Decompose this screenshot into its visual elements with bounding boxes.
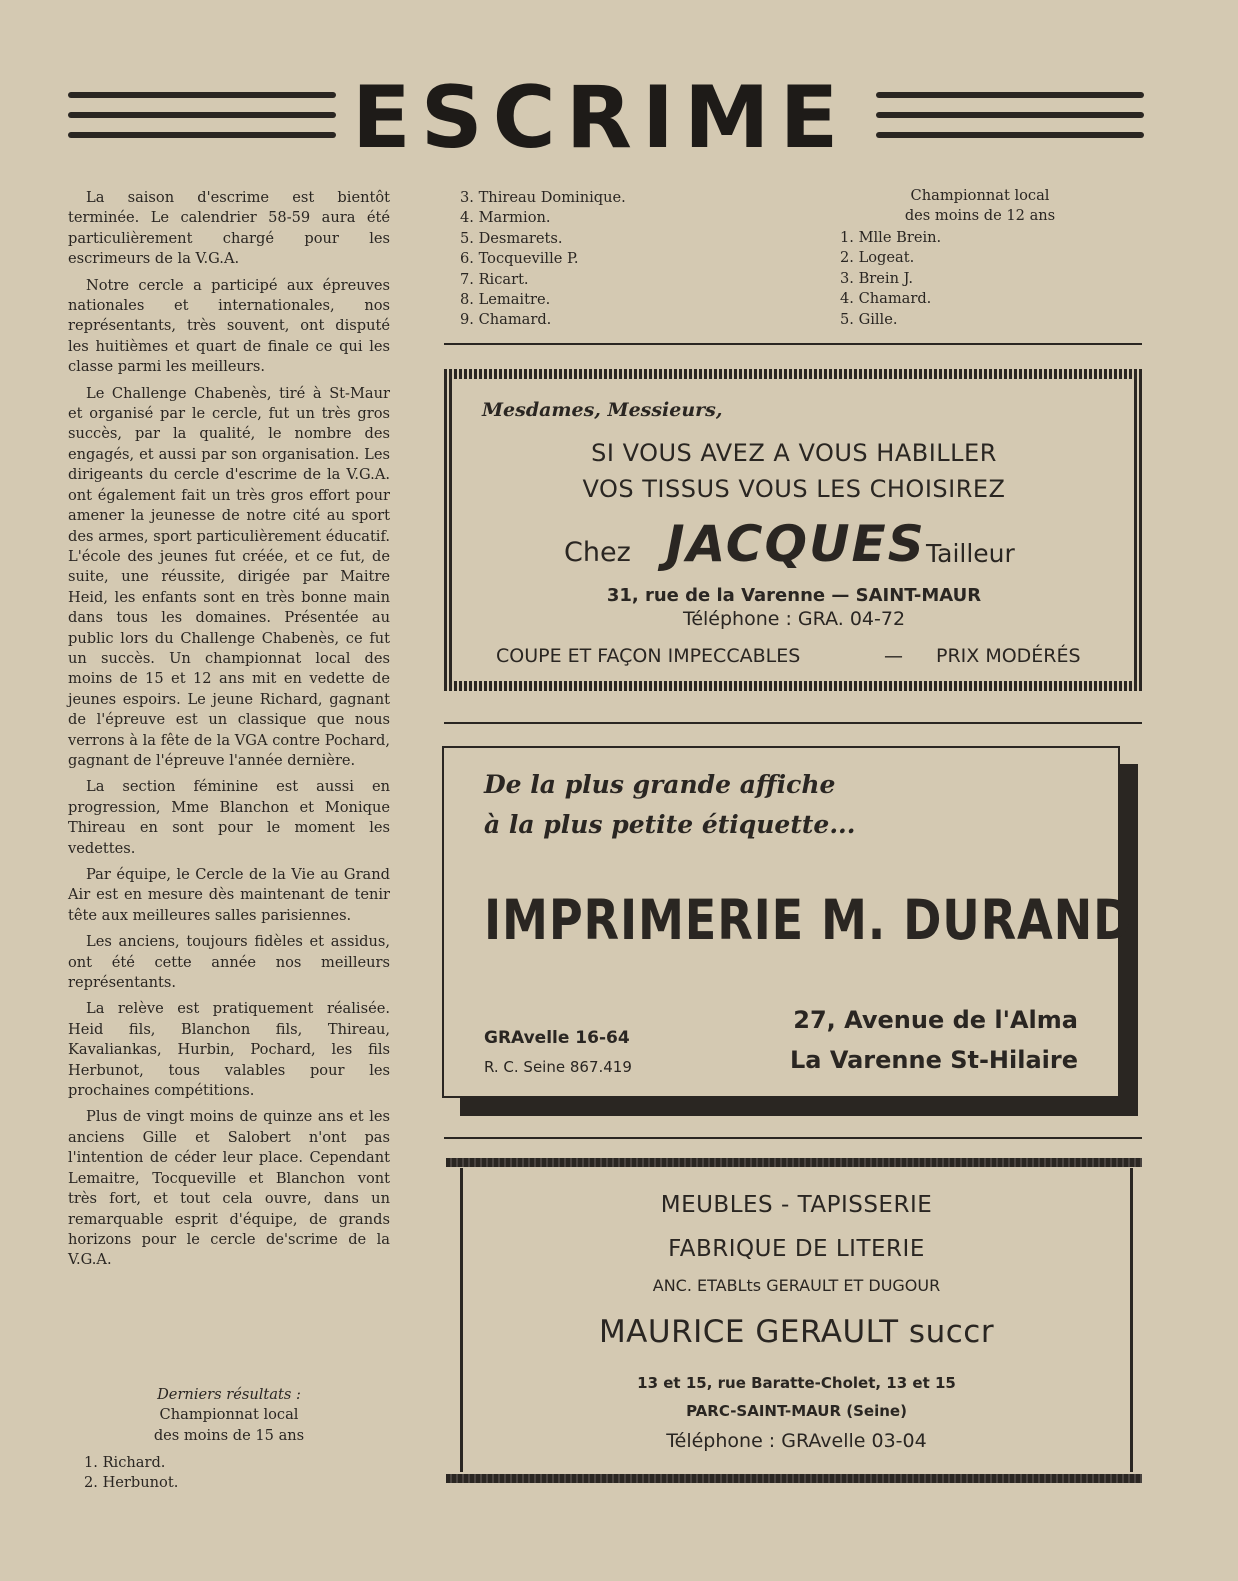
section-divider [444, 343, 1142, 345]
u12-title-line1: Championnat local [910, 187, 1050, 204]
u12-title-line2: des moins de 12 ans [904, 207, 1056, 225]
title-rule-right-3 [876, 132, 1144, 138]
ad-meubles-owner: MAURICE GERAULT succr [598, 1314, 995, 1350]
ad-tailleur-line2: VOS TISSUS VOUS LES CHOISIREZ [582, 475, 1006, 503]
u15-results-part1 [84, 1453, 178, 1494]
ad-imprimerie-slogan2: à la plus petite étiquette... [484, 810, 856, 839]
article-paragraph: Les anciens, toujours fidèles et assidus, ont été cette année nos meilleurs représentants. [68, 933, 390, 992]
list-item: 8. Lemaitre. [460, 291, 551, 309]
list-item: 1. Mlle Brein. [840, 229, 942, 246]
results-title: Derniers résultats : [157, 1386, 301, 1403]
title-rule-right-1 [876, 92, 1144, 98]
u12-heading [860, 186, 1100, 227]
list-item: 3. Thireau Dominique. [460, 189, 626, 206]
ad-tailleur-slogan-dash: — [884, 645, 903, 667]
article-body [68, 188, 390, 1277]
ad-tailleur-trade: Tailleur [926, 539, 1015, 568]
list-item: 2. Herbunot. [84, 1474, 179, 1492]
article-paragraph: La saison d'escrime est bientôt terminée. Le calendrier 58-59 aura été particulièrement chargé pour les escrimeurs de la V.G.A. [68, 189, 390, 268]
ad-tailleur-chez: Chez [564, 537, 631, 568]
list-item: 5. Gille. [840, 310, 898, 328]
ad-imprimerie-name: IMPRIMERIE M. DURAND [484, 888, 1133, 952]
ad-meubles-line2: FABRIQUE DE LITERIE [668, 1236, 925, 1262]
ad-imprimerie [442, 746, 1133, 1098]
list-item: 2. Logeat. [840, 249, 915, 267]
u12-results [840, 228, 941, 330]
ad-tailleur-phone: Téléphone : GRA. 04-72 [682, 608, 906, 630]
page-title: ESCRIME [352, 68, 849, 168]
ad-tailleur-slogan-left: COUPE ET FAÇON IMPECCABLES [496, 645, 801, 667]
ad-imprimerie-slogan1: De la plus grande affiche [484, 770, 836, 799]
ad-tailleur [444, 369, 1144, 691]
list-item: 6. Tocqueville P. [460, 250, 579, 268]
list-item: 9. Chamard. [460, 311, 552, 329]
article-paragraph: La section féminine est aussi en progression, Mme Blanchon et Monique Thireau en sont pour le moment les vedettes. [68, 778, 390, 857]
list-item: 3. Brein J. [840, 269, 913, 287]
ad-meubles-bottom-bar [446, 1474, 1142, 1483]
title-rule-left-2 [68, 112, 336, 118]
u15-title-line2: des moins de 15 ans [153, 1426, 305, 1444]
title-rule-right-2 [876, 112, 1144, 118]
ad-tailleur-address: 31, rue de la Varenne — SAINT-MAUR [606, 585, 982, 606]
list-item: 4. Marmion. [460, 209, 551, 227]
title-rule-left-1 [68, 92, 336, 98]
list-item: 4. Chamard. [840, 290, 932, 308]
ad-meubles-top-bar [446, 1158, 1142, 1167]
ad-tailleur-slogan-right: PRIX MODÉRÉS [936, 645, 1081, 667]
ad-meubles-line3: ANC. ETABLts GERAULT ET DUGOUR [652, 1276, 941, 1295]
list-item: 5. Desmarets. [460, 229, 563, 247]
ad-imprimerie-address2: La Varenne St-Hilaire [789, 1046, 1078, 1074]
article-paragraph: Plus de vingt moins de quinze ans et les anciens Gille et Salobert n'ont pas l'intention de céder leur place. Cependant Lemaitre, Tocqueville et Blanchon vont très fort, et tout cela ouvre, dans un remarquable esprit d'équipe, de grands horizons pour le cercle de'scrime de la V.G.A. [68, 1108, 390, 1269]
ad-meubles-city: PARC-SAINT-MAUR (Seine) [686, 1402, 907, 1420]
article-paragraph: Notre cercle a participé aux épreuves nationales et internationales, nos représentants, très souvent, ont disputé les huitièmes et quart de finale ce qui les classe parmi les meilleurs. [68, 276, 390, 376]
ad-imprimerie-phone: GRAvelle 16-64 [484, 1028, 630, 1048]
ad-tailleur-brand: JACQUES [666, 515, 926, 573]
article-paragraph: Le Challenge Chabenès, tiré à St-Maur et organisé par le cercle, fut un très gros succès, par la qualité, le nombre des engagés, et aussi par son organisation. Les dirigeants du cercle d'escrime de la V.G.A. ont également fait un très gros effort pour amener la jeunesse de notre cité au sport des armes, sport particulièrement éducatif. L'école des jeunes fut créée, et ce fut, de suite, une réussite, dirigée par Maitre Heid, les enfants sont en très bonne main dans tous les domaines. Présentée au public lors du Challenge Chabenès, ce fut un succès. Un championnat local des moins de 15 et 12 ans mit en vedette de jeunes espoirs. Le jeune Richard, gagnant de l'épreuve est un classique que nous verrons à la fête de la VGA contre Pochard, gagnant de l'épreuve l'année dernière. [68, 384, 390, 769]
title-rule-left-3 [68, 132, 336, 138]
article-paragraph: Par équipe, le Cercle de la Vie au Grand Air est en mesure dès maintenant de tenir tête aux meilleures salles parisiennes. [68, 866, 390, 924]
ad-meubles [460, 1168, 1133, 1472]
u15-title-line1: Championnat local [159, 1406, 299, 1424]
ad-imprimerie-rc: R. C. Seine 867.419 [484, 1058, 632, 1076]
ad-meubles-phone: Téléphone : GRAvelle 03-04 [666, 1430, 927, 1452]
ad-tailleur-intro: Mesdames, Messieurs, [482, 399, 723, 421]
ad-tailleur-line1: SI VOUS AVEZ A VOUS HABILLER [591, 439, 997, 467]
article-paragraph: La relève est pratiquement réalisée. Heid fils, Blanchon fils, Thireau, Kavaliankas, Hurbin, Pochard, les fils Herbunot, tous valables pour les prochaines compétitions. [68, 1000, 390, 1100]
section-divider [444, 722, 1142, 724]
ad-meubles-line1: MEUBLES - TAPISSERIE [660, 1192, 933, 1218]
section-divider [444, 1137, 1142, 1139]
results-heading [68, 1385, 390, 1446]
list-item: 7. Ricart. [460, 270, 529, 288]
ad-meubles-address: 13 et 15, rue Baratte-Cholet, 13 et 15 [637, 1374, 956, 1392]
list-item: 1. Richard. [84, 1454, 166, 1471]
ad-imprimerie-address1: 27, Avenue de l'Alma [793, 1006, 1078, 1034]
u15-results-part2 [460, 188, 626, 331]
